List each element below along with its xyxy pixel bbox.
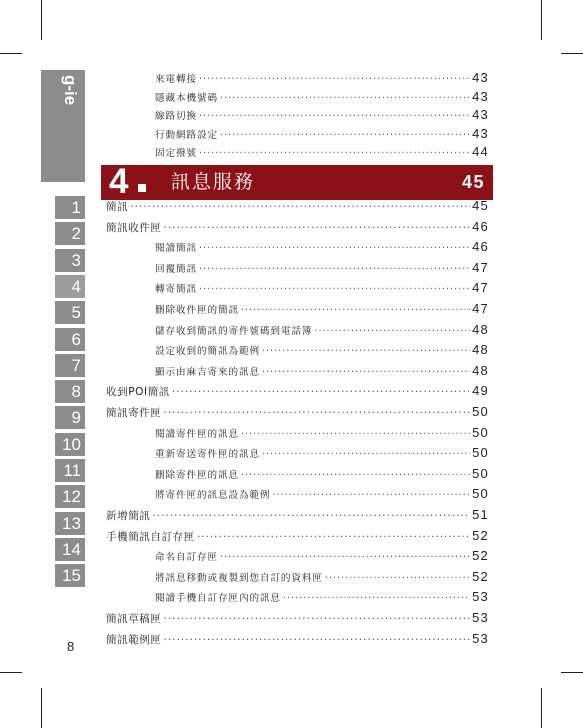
toc-entry-page: 52 [472,527,489,543]
toc-entry-title: 簡訊收件匣 [106,221,162,234]
crop-mark [41,688,42,728]
toc-entry-page: 52 [472,568,489,584]
toc-entry-page: 48 [472,321,489,337]
chapter-number: 4 [109,162,129,201]
toc-entry-page: 48 [472,342,489,358]
toc-entry[interactable] [106,383,489,399]
toc-entry-title: 顯示由麻吉寄來的訊息 [155,366,260,378]
dot-leader [220,130,470,141]
toc-entry-page: 53 [472,610,489,625]
dot-leader [164,222,471,234]
chapter-tab-5[interactable]: 5 [55,301,85,324]
toc-entry-page: 45 [472,198,489,213]
toc-entry[interactable] [106,528,489,544]
toc-entry-title: 固定撥號 [155,148,197,159]
toc-entry-title: 閱讀寄件匣的訊息 [155,428,239,440]
toc-entry[interactable] [155,126,489,141]
toc-entry-title: 設定收到的簡訊為範例 [155,346,260,358]
toc-entry[interactable] [155,280,489,295]
chapter-tab-10[interactable]: 10 [55,433,85,456]
toc-entry-title: 行動網路設定 [155,129,218,141]
toc-entry-title: 儲存收到簡訊的寄件號碼到電話簿 [155,325,313,337]
toc-entry[interactable] [106,198,489,214]
toc-entry-title: 重新寄送寄件匣的訊息 [155,449,260,461]
toc-entry[interactable] [106,404,489,420]
toc-entry-title: 簡訊寄件匣 [106,407,162,419]
dot-leader [241,470,470,481]
chapter-tab-15[interactable]: 15 [55,564,85,587]
toc-entry-title: 來電轉接 [155,74,197,85]
dot-leader [262,449,470,460]
dot-leader [262,346,470,357]
toc-entry[interactable] [155,548,489,563]
chapter-tab-12[interactable]: 12 [55,485,85,508]
crop-mark [0,53,22,54]
toc-entry-page: 50 [472,404,489,419]
chapter-banner[interactable] [101,162,493,201]
dot-leader [283,593,470,604]
chapter-tab-6[interactable]: 6 [55,328,85,351]
toc-entry[interactable] [155,425,489,440]
toc-entry[interactable] [155,342,489,357]
toc-entry-title: 將寄件匣的訊息設為範例 [155,490,271,502]
chapter-tab-8[interactable]: 8 [55,380,85,403]
chapter-tab-9[interactable]: 9 [55,406,85,429]
toc-entry-page: 46 [472,218,489,234]
toc-entry-page: 51 [472,507,489,522]
toc-entry-page: 50 [472,486,489,502]
toc-entry-title: 刪除收件匣的簡訊 [155,305,239,316]
dot-leader [199,284,470,295]
dot-leader [272,490,470,501]
toc-entry[interactable] [106,507,489,523]
toc-entry-page: 50 [472,445,489,461]
chapter-tab-4[interactable]: 4 [55,275,85,298]
toc-entry[interactable] [106,610,489,626]
toc-entry-title: 轉寄簡訊 [155,284,197,296]
toc-entry[interactable] [106,219,489,235]
toc-entry-page: 43 [472,88,489,104]
dot-leader [199,111,470,122]
toc-entry-title: 線路切換 [155,111,197,122]
toc-entry-page: 49 [472,383,489,399]
page-number: 8 [67,639,75,654]
toc-entry-title: 隱藏本機號碼 [155,92,218,104]
toc-entry-page: 53 [472,630,489,646]
crop-mark [0,672,22,673]
toc-entry-page: 47 [472,301,489,316]
toc-entry-title: 簡訊範例匣 [106,633,162,646]
toc-entry[interactable] [155,107,489,122]
dot-leader [199,74,470,85]
toc-entry-page: 50 [472,424,489,440]
toc-entry-title: 命名自訂存匣 [155,552,218,564]
toc-entry-page: 43 [472,70,489,85]
brand-logo [41,70,85,182]
crop-mark [561,672,583,673]
dot-leader [220,93,470,104]
toc-entry-title: 閱讀簡訊 [155,243,197,255]
toc-entry-title: 手機簡訊自訂存匣 [106,530,195,543]
toc-entry[interactable] [155,589,489,604]
dot-leader [325,573,470,584]
toc-entry-page: 47 [472,259,489,275]
chapter-tab-13[interactable]: 13 [55,512,85,535]
toc-entry[interactable] [155,89,489,104]
chapter-tab-2[interactable]: 2 [55,222,85,245]
toc-entry-title: 閱讀手機自訂存匣內的訊息 [155,593,281,605]
dot-leader [172,386,470,398]
toc-entry[interactable] [155,466,489,481]
dot-leader [199,148,470,159]
brand-logo-text: g-ie [61,75,80,106]
toc-entry-page: 43 [472,107,489,122]
crop-mark [541,0,542,40]
chapter-title: 訊息服務 [171,171,256,193]
toc-entry-page: 52 [472,548,489,564]
dot-leader [199,243,470,254]
toc-entry-title: 簡訊草稿匣 [106,613,162,625]
dot-leader [164,634,471,646]
toc-entry[interactable] [155,363,489,378]
chapter-number-square [138,184,146,192]
dot-leader [314,326,470,337]
toc-entry-page: 48 [472,362,489,378]
toc-entry[interactable] [155,70,489,85]
toc-entry-title: 簡訊 [106,201,129,213]
toc-entry[interactable] [155,239,489,254]
crop-mark [41,0,42,40]
toc-entry[interactable] [155,301,489,316]
toc-entry-page: 44 [472,144,489,159]
toc-entry-title: 將訊息移動或複製到您自訂的資料匣 [155,572,323,584]
toc-entry-page: 53 [472,589,489,605]
dot-leader [130,201,470,213]
toc-entry-title: 回覆簡訊 [155,263,197,275]
toc-entry-title: 新增簡訊 [106,510,151,522]
toc-entry[interactable] [155,486,489,501]
crop-mark [541,688,542,728]
toc-entry[interactable] [155,322,489,337]
dot-leader [164,407,471,419]
toc-entry-title: 收到POI簡訊 [106,386,170,399]
toc-entry[interactable] [155,260,489,275]
toc-entry[interactable] [106,631,489,647]
dot-leader [241,305,470,316]
chapter-tab-1[interactable]: 1 [55,196,85,219]
chapter-tab-3[interactable]: 3 [55,249,85,272]
toc-entry-page: 50 [472,465,489,481]
toc-entry-title: 刪除寄件匣的訊息 [155,469,239,481]
toc-entry-page: 47 [472,280,489,296]
toc-entry-page: 46 [472,239,489,255]
dot-leader [220,552,470,563]
crop-mark [561,53,583,54]
dot-leader [199,264,470,275]
dot-leader [197,531,470,543]
chapter-tab-14[interactable]: 14 [55,538,85,561]
toc-entry[interactable] [155,445,489,460]
dot-leader [241,429,470,440]
dot-leader [262,367,470,378]
toc-entry[interactable] [155,569,489,584]
dot-leader [152,510,470,522]
chapter-page: 45 [461,172,485,192]
toc-entry[interactable] [155,144,489,159]
chapter-tab-11[interactable]: 11 [55,459,85,482]
chapter-tab-7[interactable]: 7 [55,354,85,377]
toc-entry-page: 43 [472,125,489,141]
dot-leader [164,613,471,625]
